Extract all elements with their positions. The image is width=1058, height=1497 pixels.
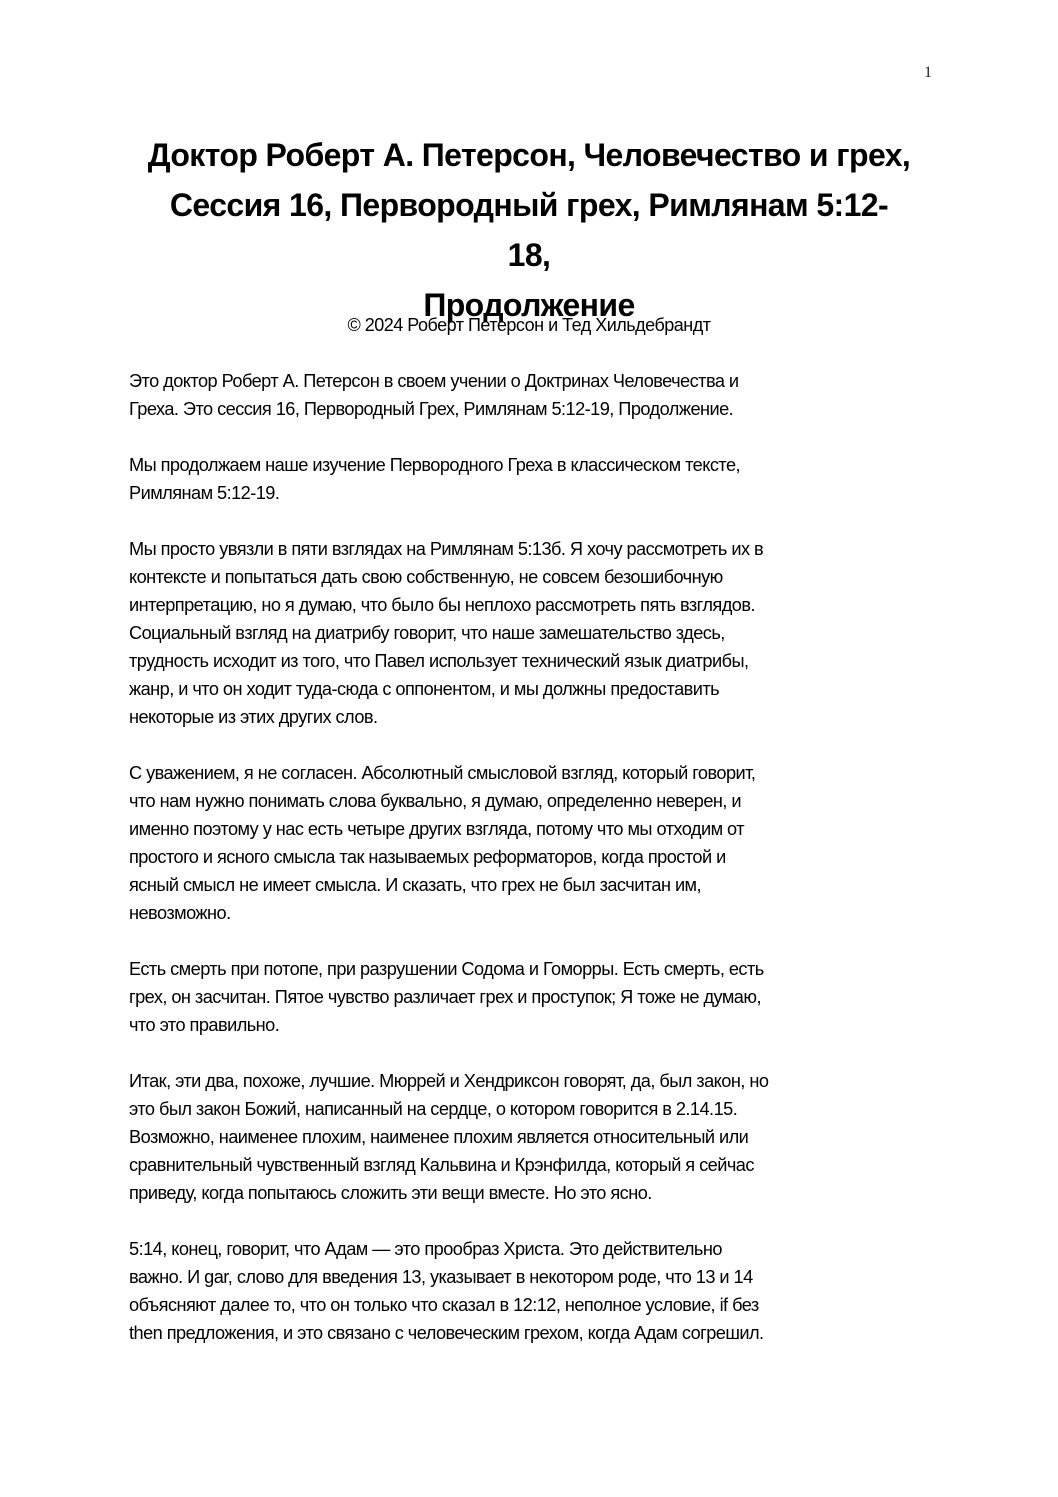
text-line: невозможно. (129, 903, 231, 923)
text-line: некоторые из этих других слов. (129, 707, 378, 727)
text-line: жанр, и что он ходит туда-сюда с оппонентом, и мы должны предоставить (129, 679, 720, 699)
text-line: Социальный взгляд на диатрибу говорит, что наше замешательство здесь, (129, 623, 725, 643)
text-line: это был закон Божий, написанный на сердце, о котором говорится в 2.14.15. (129, 1099, 738, 1119)
title-line: 18, (507, 237, 551, 273)
text-line: контексте и попытаться дать свою собственную, не совсем безошибочную (129, 567, 723, 587)
paragraph-disagreement (129, 759, 949, 927)
copyright-notice: © 2024 Роберт Петерсон и Тед Хильдебрандт (347, 315, 711, 335)
text-line: Итак, эти два, похоже, лучшие. Мюррей и Хендриксон говорят, да, был закон, но (129, 1071, 769, 1091)
text-line: что это правильно. (129, 1015, 280, 1035)
paragraph-intro (129, 367, 949, 423)
text-line: объясняют далее то, что он только что сказал в 12:12, неполное условие, if без (129, 1295, 759, 1315)
paragraph-death-flood (129, 955, 949, 1039)
text-line: важно. И gar, слово для введения 13, указывает в некотором роде, что 13 и 14 (129, 1267, 753, 1287)
text-line: трудность исходит из того, что Павел использует технический язык диатрибы, (129, 651, 749, 671)
text-line: интерпретацию, но я думаю, что было бы неплохо рассмотреть пять взглядов. (129, 595, 755, 615)
text-line: приведу, когда попытаюсь сложить эти вещи вместе. Но это ясно. (129, 1183, 652, 1203)
title-line: Продолжение (423, 287, 635, 323)
document-body (129, 367, 949, 1375)
text-line: Греха. Это сессия 16, Первородный Грех, Римлянам 5:12-19, Продолжение. (129, 399, 734, 419)
text-line: простого и ясного смысла так называемых реформаторов, когда простой и (129, 847, 726, 867)
text-line: Возможно, наименее плохим, наименее плохим является относительный или (129, 1127, 749, 1147)
text-line: 5:14, конец, говорит, что Адам — это прообраз Христа. Это действительно (129, 1239, 722, 1259)
text-line: ясный смысл не имеет смысла. И сказать, что грех не был засчитан им, (129, 875, 702, 895)
title-line: Сессия 16, Первородный грех, Римлянам 5:12- (169, 187, 889, 223)
paragraph-five-views (129, 535, 949, 731)
title-line: Доктор Роберт А. Петерсон, Человечество и грех, (147, 137, 911, 173)
text-line: именно поэтому у нас есть четыре других взгляда, потому что мы отходим от (129, 819, 744, 839)
text-line: С уважением, я не согласен. Абсолютный смысловой взгляд, который говорит, (129, 763, 756, 783)
text-line: then предложения, и это связано с человеческим грехом, когда Адам согрешил. (129, 1323, 764, 1343)
text-line: Есть смерть при потопе, при разрушении Содома и Гоморры. Есть смерть, есть (129, 959, 764, 979)
text-line: Римлянам 5:12-19. (129, 483, 280, 503)
document-title (100, 130, 958, 330)
text-line: Мы просто увязли в пяти взглядах на Римлянам 5:13б. Я хочу рассмотреть их в (129, 539, 764, 559)
text-line: что нам нужно понимать слова буквально, я думаю, определенно неверен, и (129, 791, 741, 811)
paragraph-continuation (129, 451, 949, 507)
paragraph-best-views (129, 1067, 949, 1207)
text-line: Мы продолжаем наше изучение Первородного Греха в классическом тексте, (129, 455, 741, 475)
paragraph-adam-type (129, 1235, 949, 1347)
text-line: грех, он засчитан. Пятое чувство различает грех и проступок; Я тоже не думаю, (129, 987, 761, 1007)
text-line: сравнительный чувственный взгляд Кальвина и Крэнфилда, который я сейчас (129, 1155, 754, 1175)
text-line: Это доктор Роберт А. Петерсон в своем учении о Доктринах Человечества и (129, 371, 739, 391)
page-number: 1 (924, 64, 932, 81)
